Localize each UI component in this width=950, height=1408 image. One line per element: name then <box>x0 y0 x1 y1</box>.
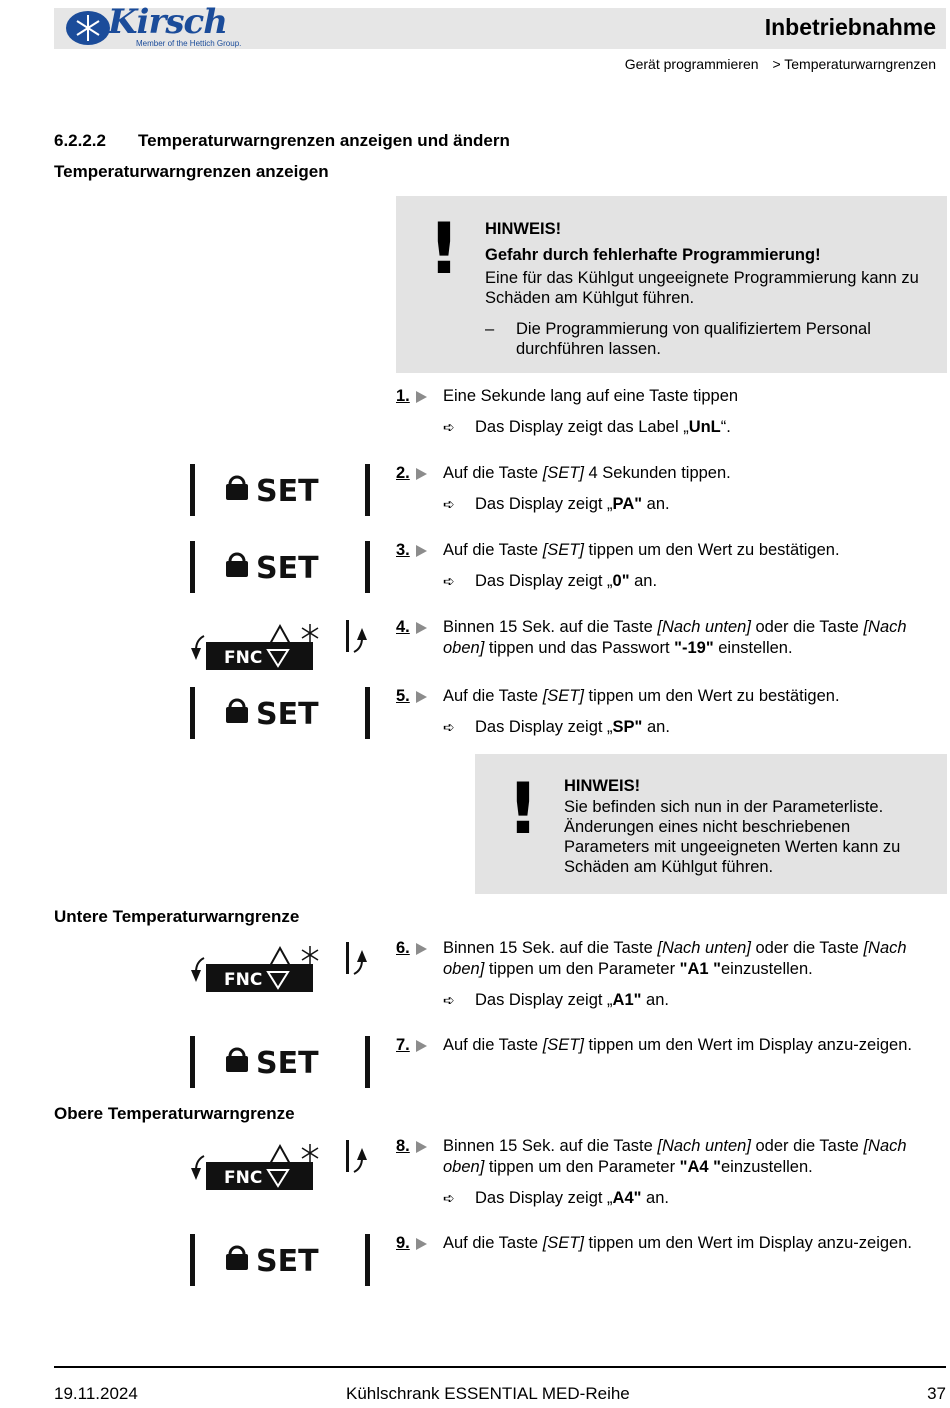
step-arrow-icon <box>416 622 427 634</box>
footer-date: 19.11.2024 <box>54 1384 138 1403</box>
brand-name: Kirsch <box>108 2 227 42</box>
section-heading <box>54 131 510 151</box>
result-arrow-icon: ➪ <box>443 573 455 589</box>
step-arrow-icon <box>416 391 427 403</box>
set-key-icon <box>190 541 370 593</box>
page-number: 37 <box>927 1384 946 1403</box>
subheading-lower: Untere Temperaturwarngrenze <box>54 907 300 926</box>
breadcrumb <box>615 56 936 72</box>
exclamation-icon: ! <box>428 208 460 290</box>
svg-text:SET: SET <box>256 697 319 732</box>
section-subtitle: Temperaturwarngrenzen anzeigen <box>54 162 329 181</box>
step-text: Auf die Taste [SET] 4 Sekunden tippen. <box>443 464 731 482</box>
footer-title: Kühlschrank ESSENTIAL MED-Reihe <box>346 1384 630 1403</box>
notice-1-body: Eine für das Kühlgut ungeeignete Programmierung kann zu Schäden am Kühlgut führen. <box>485 269 919 307</box>
result-arrow-icon: ➪ <box>443 992 455 1008</box>
svg-text:FNC: FNC <box>224 648 263 668</box>
step-text: Auf die Taste [SET] tippen um den Wert im Display anzu-zeigen. <box>443 1234 912 1252</box>
step-text: Binnen 15 Sek. auf die Taste [Nach unten] oder die Taste [Nach oben] tippen und das Passwort "-19" einstellen. <box>443 618 907 657</box>
breadcrumb-item-1: Gerät programmieren <box>624 56 759 72</box>
snowflake-logo-icon <box>64 8 114 48</box>
result-arrow-icon: ➪ <box>443 419 455 435</box>
step-arrow-icon <box>416 545 427 557</box>
step-text: Auf die Taste [SET] tippen um den Wert zu bestätigen. <box>443 541 840 559</box>
step-text: Binnen 15 Sek. auf die Taste [Nach unten] oder die Taste [Nach oben] tippen um den Parameter "A1 "einzustellen. <box>443 939 907 978</box>
set-key-icon <box>190 464 370 516</box>
step-arrow-icon <box>416 1141 427 1153</box>
notice-box-2 <box>475 754 947 894</box>
fnc-updown-keys-icon <box>188 936 370 994</box>
set-key-icon <box>190 687 370 739</box>
section-number: 6.2.2.2 <box>54 131 106 150</box>
step-arrow-icon <box>416 943 427 955</box>
notice-1-title: HINWEIS! <box>485 220 562 238</box>
chapter-title: Inbetriebnahme <box>764 14 936 40</box>
result-arrow-icon: ➪ <box>443 1190 455 1206</box>
notice-2-body: Sie befinden sich nun in der Parameterliste. Änderungen eines nicht beschriebenen Parameters mit ungeeigneten Werten kann zu Schäden am Kühlgut führen. <box>564 798 901 876</box>
set-key-icon <box>190 1036 370 1088</box>
step-arrow-icon <box>416 691 427 703</box>
notice-2-title: HINWEIS! <box>564 777 641 795</box>
svg-text:FNC: FNC <box>224 1168 263 1188</box>
svg-text:SET: SET <box>256 1046 319 1081</box>
step-result: ➪ Das Display zeigt „SP" an. <box>443 718 670 736</box>
notice-2-text <box>564 775 940 877</box>
svg-text:FNC: FNC <box>224 970 263 990</box>
result-arrow-icon: ➪ <box>443 496 455 512</box>
notice-box-1 <box>396 196 947 373</box>
brand-subline: Member of the Hettich Group. <box>136 39 242 48</box>
svg-text:SET: SET <box>256 474 319 509</box>
result-arrow-icon: ➪ <box>443 719 455 735</box>
step-result: ➪ Das Display zeigt „0" an. <box>443 572 658 590</box>
notice-1-subtitle: Gefahr durch fehlerhafte Programmierung! <box>485 246 821 264</box>
subheading-upper: Obere Temperaturwarngrenze <box>54 1104 295 1123</box>
notice-1-text <box>485 216 925 359</box>
notice-1-bullet <box>485 319 925 359</box>
step-result: ➪ Das Display zeigt „A4" an. <box>443 1189 669 1207</box>
step-text: Eine Sekunde lang auf eine Taste tippen <box>443 387 739 405</box>
notice-1-bullet-text: Die Programmierung von qualifiziertem Personal durchführen lassen. <box>516 320 871 358</box>
step-text: Binnen 15 Sek. auf die Taste [Nach unten] oder die Taste [Nach oben] tippen um den Parameter "A4 "einzustellen. <box>443 1137 907 1176</box>
step-result: ➪ Das Display zeigt „A1" an. <box>443 991 669 1009</box>
step-arrow-icon <box>416 1238 427 1250</box>
step-arrow-icon <box>416 1040 427 1052</box>
breadcrumb-item-2: > Temperaturwarngrenzen <box>772 56 936 72</box>
fnc-updown-keys-icon <box>188 1134 370 1192</box>
step-result: ➪ Das Display zeigt „PA" an. <box>443 495 670 513</box>
step-arrow-icon <box>416 468 427 480</box>
exclamation-icon: ! <box>507 768 539 850</box>
step-text: Auf die Taste [SET] tippen um den Wert zu bestätigen. <box>443 687 840 705</box>
step-text: Auf die Taste [SET] tippen um den Wert im Display anzu-zeigen. <box>443 1036 912 1054</box>
bullet-dash: – <box>485 320 495 338</box>
svg-text:SET: SET <box>256 1244 319 1279</box>
step-result: ➪ Das Display zeigt das Label „UnL“. <box>443 418 731 436</box>
svg-text:SET: SET <box>256 551 319 586</box>
footer-divider <box>54 1366 946 1368</box>
fnc-updown-keys-icon <box>188 614 370 672</box>
step-number: 1. <box>396 387 410 405</box>
section-title: Temperaturwarngrenzen anzeigen und ändern <box>138 131 510 150</box>
set-key-icon <box>190 1234 370 1286</box>
